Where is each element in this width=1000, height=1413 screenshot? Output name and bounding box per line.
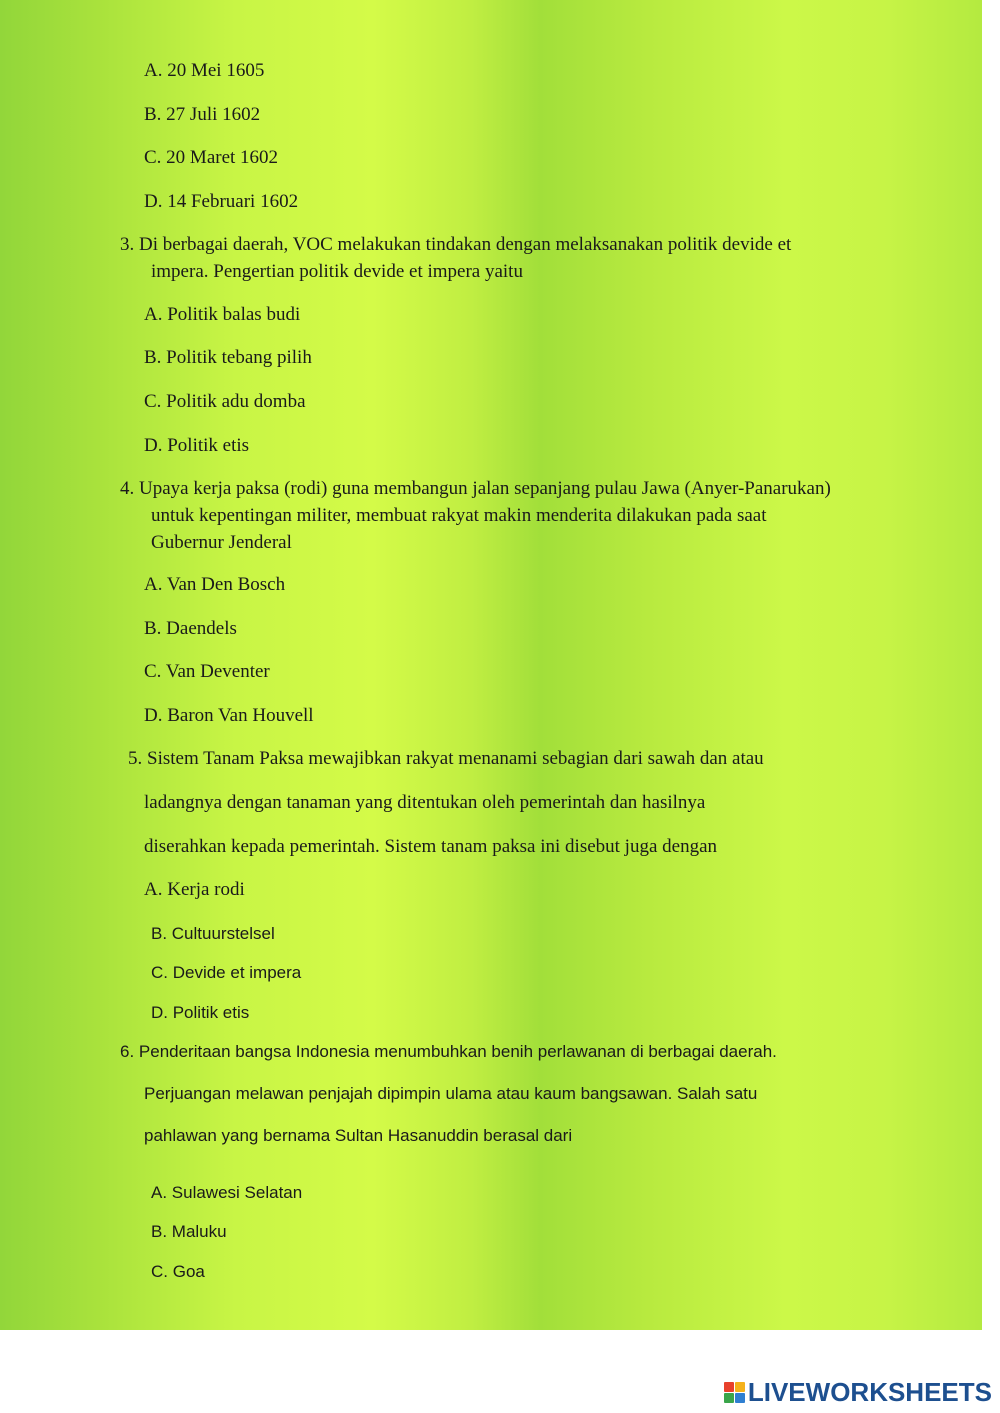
liveworksheets-logo[interactable] bbox=[724, 1377, 992, 1407]
q4-text-line2: untuk kepentingan militer, membuat rakyat makin menderita dilakukan pada saat bbox=[151, 505, 767, 526]
q3-option-a: A. Politik balas budi bbox=[144, 304, 301, 325]
q3-text-line2: impera. Pengertian politik devide et impera yaitu bbox=[151, 261, 523, 282]
q4-option-a: A. Van Den Bosch bbox=[144, 574, 286, 595]
q6-option-c: C. Goa bbox=[151, 1262, 205, 1281]
q6-option-b: B. Maluku bbox=[151, 1222, 227, 1241]
q4-text-line3: Gubernur Jenderal bbox=[151, 532, 292, 553]
q5-option-c: C. Devide et impera bbox=[151, 963, 302, 982]
q5-text-line3: diserahkan kepada pemerintah. Sistem tanam paksa ini disebut juga dengan bbox=[144, 836, 717, 857]
q3-text-line1: 3. Di berbagai daerah, VOC melakukan tindakan dengan melaksanakan politik devide et bbox=[120, 234, 792, 255]
q2-option-b: B. 27 Juli 1602 bbox=[144, 104, 261, 125]
q5-option-b: B. Cultuurstelsel bbox=[151, 924, 275, 943]
q4-option-c: C. Van Deventer bbox=[144, 661, 270, 682]
logo-text: LIVEWORKSHEETS bbox=[747, 1376, 992, 1407]
q6-text-line3: pahlawan yang bernama Sultan Hasanuddin berasal dari bbox=[144, 1126, 573, 1145]
logo-square bbox=[735, 1393, 745, 1403]
q4-option-b: B. Daendels bbox=[144, 618, 237, 639]
q2-option-a: A. 20 Mei 1605 bbox=[144, 60, 265, 81]
q4-text-line1: 4. Upaya kerja paksa (rodi) guna membangun jalan sepanjang pulau Jawa (Anyer-Panarukan) bbox=[120, 478, 831, 499]
q3-option-b: B. Politik tebang pilih bbox=[144, 347, 312, 368]
q2-option-d: D. 14 Februari 1602 bbox=[144, 191, 299, 212]
logo-square bbox=[724, 1382, 734, 1392]
q3-option-c: C. Politik adu domba bbox=[144, 391, 306, 412]
q6-text-line1: 6. Penderitaan bangsa Indonesia menumbuhkan benih perlawanan di berbagai daerah. bbox=[120, 1042, 777, 1061]
q5-option-d: D. Politik etis bbox=[151, 1003, 250, 1022]
q6-text-line2: Perjuangan melawan penjajah dipimpin ulama atau kaum bangsawan. Salah satu bbox=[144, 1084, 758, 1103]
q5-option-a: A. Kerja rodi bbox=[144, 879, 245, 900]
q2-option-c: C. 20 Maret 1602 bbox=[144, 147, 279, 168]
logo-square bbox=[735, 1382, 745, 1392]
q3-option-d: D. Politik etis bbox=[144, 435, 250, 456]
logo-square bbox=[724, 1393, 734, 1403]
logo-mark-icon bbox=[724, 1382, 745, 1403]
q6-option-a: A. Sulawesi Selatan bbox=[151, 1183, 303, 1202]
q5-text-line2: ladangnya dengan tanaman yang ditentukan oleh pemerintah dan hasilnya bbox=[144, 792, 706, 813]
q4-option-d: D. Baron Van Houvell bbox=[144, 705, 314, 726]
q5-text-line1: 5. Sistem Tanam Paksa mewajibkan rakyat menanami sebagian dari sawah dan atau bbox=[128, 748, 764, 769]
